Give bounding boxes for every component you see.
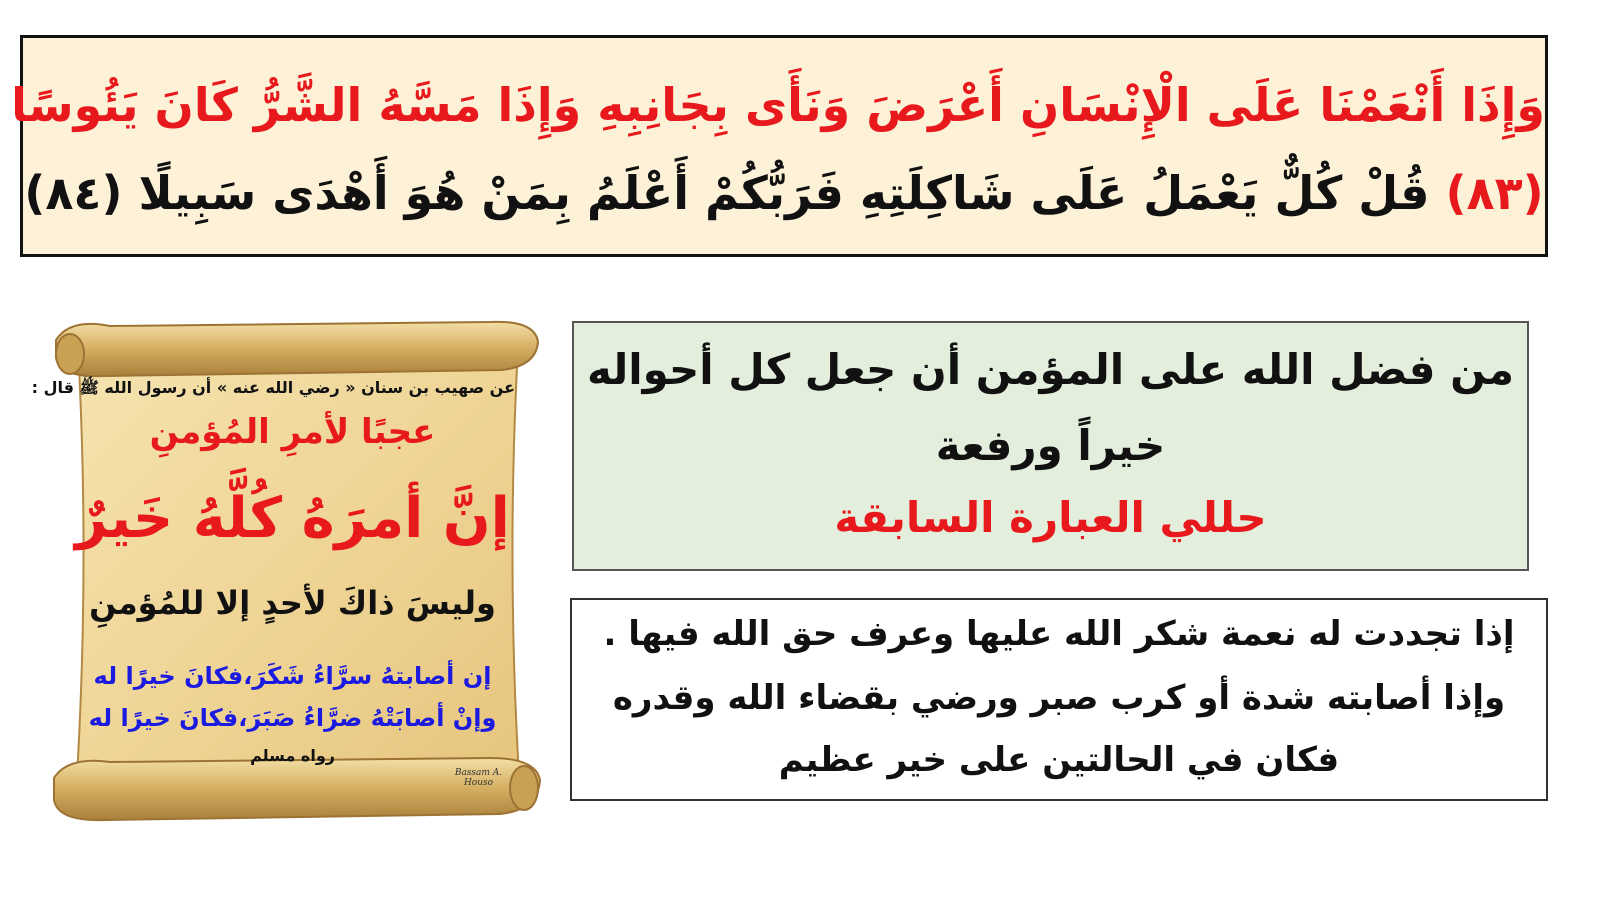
answer-line-2: وإذا أصابته شدة أو كرب صبر ورضي بقضاء الله وقدره: [612, 678, 1506, 718]
hadith-line-3: وليسَ ذاكَ لأحدٍ إلا للمُؤمنِ: [89, 584, 496, 622]
question-line-2: خيراً ورفعة: [935, 421, 1166, 470]
hadith-intro: عن صهيب بن سنان « رضي الله عنه » أن رسول الله ﷺ قال :: [31, 378, 515, 397]
hadith-title: عجبًا لأمرِ المُؤمنِ: [149, 412, 436, 452]
verse-line-2: [23, 166, 1545, 220]
scroll-top-roll-end: [56, 334, 84, 374]
verse-line-1: وَإِذَا أَنْعَمْنَا عَلَى الْإِنْسَانِ أَعْرَضَ وَنَأَى بِجَانِبِهِ وَإِذَا مَسَّهُ الشَّرُّ كَانَ يَئُوسًا: [11, 78, 1545, 132]
hadith-reference: رواه مسلم: [250, 746, 335, 765]
answer-line-3: فكان في الحالتين على خير عظيم: [778, 740, 1340, 780]
hadith-main: إنَّ أمرَهُ كُلَّهُ خَيرٌ: [75, 486, 510, 551]
answer-box: [570, 598, 1548, 801]
verse-line-2-text: قُلْ كُلٌّ يَعْمَلُ عَلَى شَاكِلَتِهِ فَرَبُّكُمْ أَعْلَمُ بِمَنْ هُوَ أَهْدَى سَبِيلًا: [138, 166, 1430, 220]
answer-line-1: إذا تجددت له نعمة شكر الله عليها وعرف حق الله فيها .: [603, 614, 1515, 654]
question-box: [572, 321, 1529, 571]
question-line-1: من فضل الله على المؤمن أن جعل كل أحواله: [587, 345, 1514, 394]
verse-number-84: (٨٤): [24, 166, 123, 220]
verse-number-83: (٨٣): [1445, 166, 1544, 220]
question-prompt: حللي العبارة السابقة: [834, 493, 1267, 542]
scroll-top-roll: [56, 322, 538, 376]
hadith-line-4: إن أصابتهُ سرَّاءُ شَكَرَ،فكانَ خيرًا له: [93, 662, 492, 690]
artist-signature: Bassam A. Houso: [454, 768, 503, 788]
hadith-line-5: وإنْ أصابَتْهُ ضرَّاءُ صَبَرَ،فكانَ خيرًا له: [88, 704, 497, 732]
verse-box: [11, 35, 1548, 257]
